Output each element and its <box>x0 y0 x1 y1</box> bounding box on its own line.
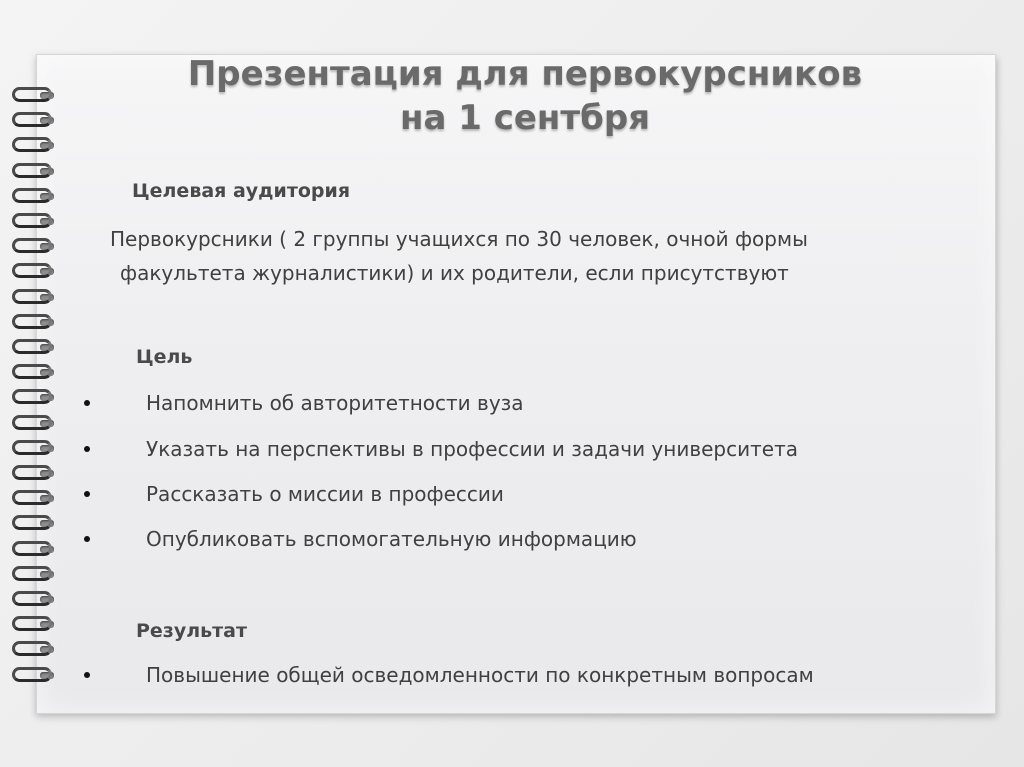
spiral-ring-icon <box>8 84 58 106</box>
spiral-ring-icon <box>8 563 58 585</box>
result-item-text: Повышение общей осведомленности по конкретным вопросам <box>146 663 814 687</box>
wire-loop-icon <box>12 490 52 505</box>
spiral-ring-icon <box>8 512 58 534</box>
bullet-dot-icon <box>84 491 90 497</box>
title-line-2: на 1 сентбря <box>399 98 651 138</box>
spiral-ring-icon <box>8 109 58 131</box>
spiral-ring-icon <box>8 210 58 232</box>
bullet-dot-icon <box>84 400 90 406</box>
wire-loop-icon <box>12 415 52 430</box>
spiral-ring-icon <box>8 160 58 182</box>
spiral-ring-icon <box>8 588 58 610</box>
spiral-ring-icon <box>8 638 58 660</box>
wire-loop-icon <box>12 238 52 253</box>
wire-loop-icon <box>12 667 52 682</box>
bullet-dot-icon <box>84 446 90 452</box>
spiral-ring-icon <box>8 462 58 484</box>
audience-line-1: Первокурсники ( 2 группы учащихся по 30 человек, очной формы <box>110 227 808 251</box>
goal-item-text: Напомнить об авторитетности вуза <box>146 391 524 415</box>
wire-loop-icon <box>12 541 52 556</box>
spiral-ring-icon <box>8 487 58 509</box>
wire-loop-icon <box>12 289 52 304</box>
wire-loop-icon <box>12 339 52 354</box>
wire-loop-icon <box>12 440 52 455</box>
bullet-dot-icon <box>84 672 90 678</box>
wire-loop-icon <box>12 364 52 379</box>
spiral-ring-icon <box>8 185 58 207</box>
slide-title <box>100 52 950 140</box>
spiral-ring-icon <box>8 412 58 434</box>
wire-loop-icon <box>12 641 52 656</box>
title-line-1: Презентация для первокурсников <box>187 54 863 94</box>
goal-heading: Цель <box>136 346 193 368</box>
spiral-ring-icon <box>8 538 58 560</box>
audience-line-2: факультета журналистики) и их родители, если присутствуют <box>120 261 789 285</box>
result-list-item <box>84 660 964 690</box>
wire-loop-icon <box>12 389 52 404</box>
wire-loop-icon <box>12 465 52 480</box>
wire-loop-icon <box>12 616 52 631</box>
wire-loop-icon <box>12 137 52 152</box>
spiral-ring-icon <box>8 286 58 308</box>
spiral-ring-icon <box>8 134 58 156</box>
wire-loop-icon <box>12 112 52 127</box>
spiral-ring-icon <box>8 361 58 383</box>
notebook-sheet <box>36 54 996 714</box>
audience-heading: Целевая аудитория <box>132 180 351 202</box>
bullet-dot-icon <box>84 536 90 542</box>
goal-list-item <box>84 524 964 554</box>
wire-loop-icon <box>12 213 52 228</box>
goal-list-item <box>84 479 964 509</box>
goal-list-item <box>84 388 964 418</box>
goal-item-text: Опубликовать вспомогательную информацию <box>146 527 637 551</box>
spiral-ring-icon <box>8 311 58 333</box>
spiral-ring-icon <box>8 437 58 459</box>
wire-loop-icon <box>12 163 52 178</box>
wire-loop-icon <box>12 87 52 102</box>
wire-loop-icon <box>12 263 52 278</box>
spiral-ring-icon <box>8 664 58 686</box>
goal-list-item <box>84 434 964 464</box>
goal-item-text: Рассказать о миссии в профессии <box>146 482 504 506</box>
wire-loop-icon <box>12 314 52 329</box>
spiral-ring-icon <box>8 260 58 282</box>
goal-item-text: Указать на перспективы в профессии и задачи университета <box>146 437 798 461</box>
spiral-ring-icon <box>8 235 58 257</box>
spiral-ring-icon <box>8 613 58 635</box>
result-heading: Результат <box>136 620 248 642</box>
spiral-ring-icon <box>8 336 58 358</box>
wire-loop-icon <box>12 566 52 581</box>
spiral-ring-icon <box>8 386 58 408</box>
wire-loop-icon <box>12 591 52 606</box>
wire-loop-icon <box>12 515 52 530</box>
wire-loop-icon <box>12 188 52 203</box>
spiral-binding <box>8 84 58 694</box>
